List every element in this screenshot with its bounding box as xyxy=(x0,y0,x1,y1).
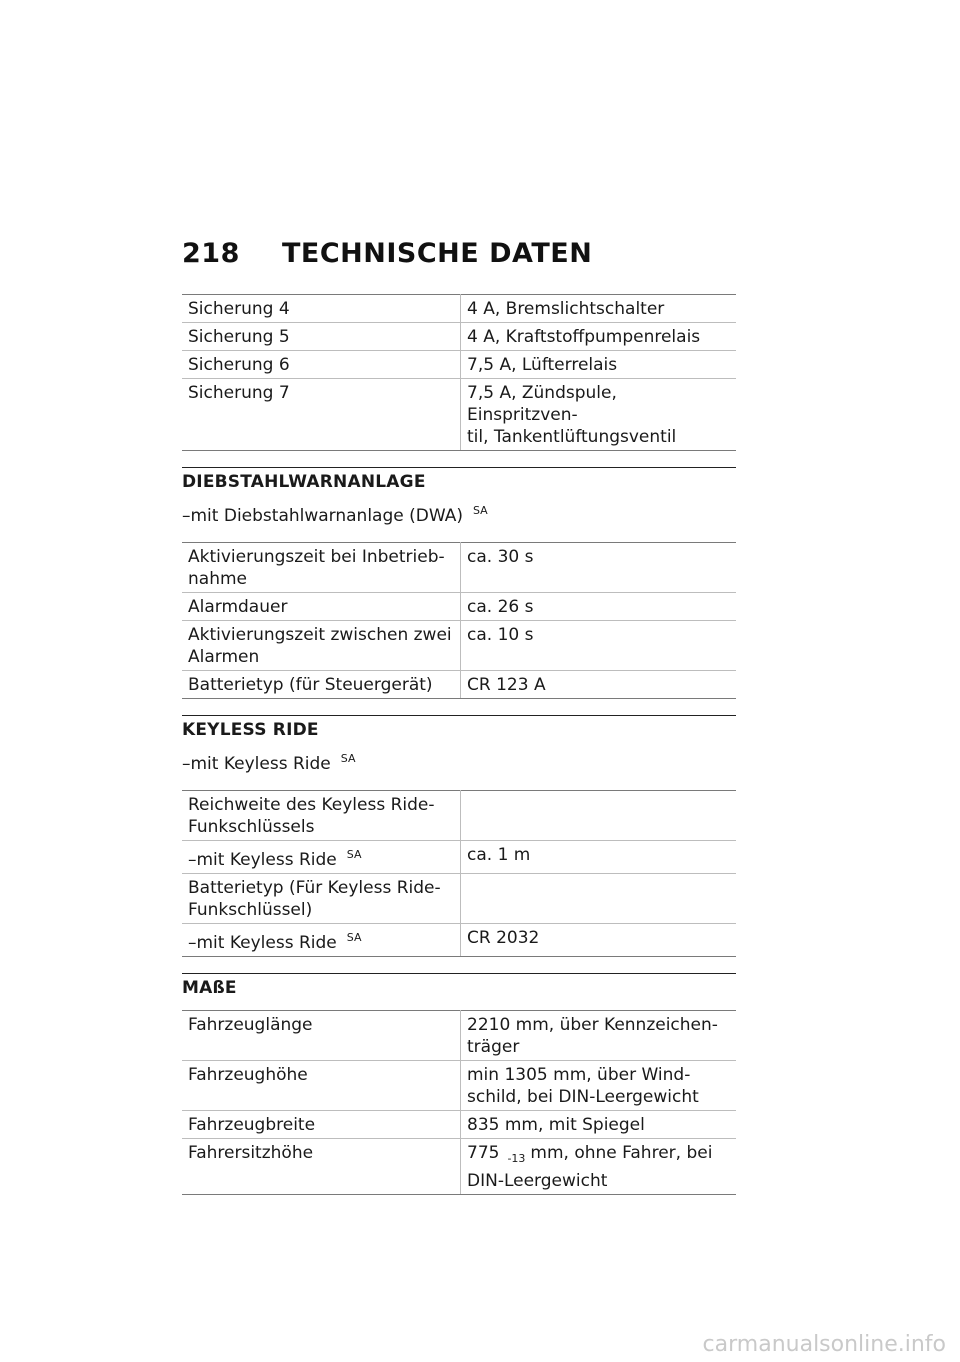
keyless-table xyxy=(182,790,736,957)
section-divider xyxy=(182,715,736,716)
table-row xyxy=(182,351,736,379)
sa-marker: SA xyxy=(340,752,356,765)
label-text: –mit Keyless Ride xyxy=(188,933,337,953)
row-label: Fahrersitzhöhe xyxy=(182,1139,461,1195)
row-value xyxy=(461,791,737,841)
dwa-table xyxy=(182,542,736,699)
value-line: 2210 mm, über Kennzeichen- xyxy=(467,1015,718,1035)
table-row xyxy=(182,791,736,841)
row-label: Fahrzeuglänge xyxy=(182,1011,461,1061)
row-value: ca. 1 m xyxy=(461,841,737,874)
label-line: Batterietyp (Für Keyless Ride- xyxy=(188,878,441,898)
sa-marker: SA xyxy=(346,848,362,861)
section-title-keyless: KEYLESS RIDE xyxy=(182,720,319,740)
fuse-table xyxy=(182,294,736,451)
row-label: Batterietyp (für Steuergerät) xyxy=(182,671,461,699)
row-value: CR 2032 xyxy=(461,924,737,957)
row-label: Sicherung 4 xyxy=(182,295,461,323)
table-row xyxy=(182,1011,736,1061)
table-row xyxy=(182,671,736,699)
table-row xyxy=(182,1139,736,1195)
label-line: Funkschlüssel) xyxy=(188,900,313,920)
row-label: Sicherung 5 xyxy=(182,323,461,351)
row-label xyxy=(182,874,461,924)
label-line: Reichweite des Keyless Ride- xyxy=(188,795,435,815)
label-line: Alarmen xyxy=(188,647,260,667)
page-title: TECHNISCHE DATEN xyxy=(282,238,593,269)
content xyxy=(182,294,736,1195)
value-main: 775 xyxy=(467,1143,500,1163)
condition-text: –mit Keyless Ride xyxy=(182,754,331,774)
row-value xyxy=(461,1139,737,1195)
row-value: 835 mm, mit Spiegel xyxy=(461,1111,737,1139)
row-label: Fahrzeugbreite xyxy=(182,1111,461,1139)
watermark: carmanualsonline.info xyxy=(702,1332,946,1357)
row-value: ca. 10 s xyxy=(461,621,737,671)
row-value xyxy=(461,1011,737,1061)
label-line: Aktivierungszeit zwischen zwei xyxy=(188,625,452,645)
row-value: ca. 30 s xyxy=(461,543,737,593)
label-line: nahme xyxy=(188,569,247,589)
section-divider xyxy=(182,973,736,974)
section-divider xyxy=(182,467,736,468)
table-row xyxy=(182,323,736,351)
table-row xyxy=(182,924,736,957)
row-label xyxy=(182,543,461,593)
value-line: til, Tankentlüftungsventil xyxy=(467,427,677,447)
row-label xyxy=(182,924,461,957)
table-row xyxy=(182,543,736,593)
value-rest: mm, ohne Fahrer, bei xyxy=(530,1143,713,1163)
row-value: 4 A, Bremslichtschalter xyxy=(461,295,737,323)
row-label xyxy=(182,621,461,671)
table-row xyxy=(182,379,736,451)
row-value xyxy=(461,379,737,451)
label-line: Aktivierungszeit bei Inbetrieb- xyxy=(188,547,445,567)
table-row xyxy=(182,1061,736,1111)
row-label: Alarmdauer xyxy=(182,593,461,621)
row-label xyxy=(182,791,461,841)
row-value: 4 A, Kraftstoffpumpenrelais xyxy=(461,323,737,351)
page-number: 218 xyxy=(182,238,240,269)
value-line: schild, bei DIN-Leergewicht xyxy=(467,1087,699,1107)
section-title-dimensions: MAßE xyxy=(182,978,237,998)
label-text: –mit Keyless Ride xyxy=(188,850,337,870)
label-line: Funkschlüssels xyxy=(188,817,315,837)
table-row xyxy=(182,295,736,323)
table-row xyxy=(182,593,736,621)
row-label: Sicherung 7 xyxy=(182,379,461,451)
row-label: Sicherung 6 xyxy=(182,351,461,379)
row-value xyxy=(461,1061,737,1111)
dimensions-table xyxy=(182,1010,736,1195)
row-value: 7,5 A, Lüfterrelais xyxy=(461,351,737,379)
row-label: Fahrzeughöhe xyxy=(182,1061,461,1111)
value-line: min 1305 mm, über Wind- xyxy=(467,1065,691,1085)
page-header xyxy=(182,238,592,269)
table-row xyxy=(182,874,736,924)
dwa-condition xyxy=(182,500,736,527)
condition-text: –mit Diebstahlwarnanlage (DWA) xyxy=(182,506,463,526)
keyless-condition xyxy=(182,748,736,775)
section-title-dwa: DIEBSTAHLWARNANLAGE xyxy=(182,472,426,492)
row-value: CR 123 A xyxy=(461,671,737,699)
sa-marker: SA xyxy=(346,931,362,944)
value-line: DIN-Leergewicht xyxy=(467,1171,608,1191)
tolerance-subscript: -13 xyxy=(507,1152,526,1165)
table-row xyxy=(182,1111,736,1139)
row-value: ca. 26 s xyxy=(461,593,737,621)
row-label xyxy=(182,841,461,874)
value-line: 7,5 A, Zündspule, Einspritzven- xyxy=(467,383,617,425)
table-row xyxy=(182,621,736,671)
table-row xyxy=(182,841,736,874)
row-value xyxy=(461,874,737,924)
sa-marker: SA xyxy=(473,504,488,517)
value-line: träger xyxy=(467,1037,520,1057)
